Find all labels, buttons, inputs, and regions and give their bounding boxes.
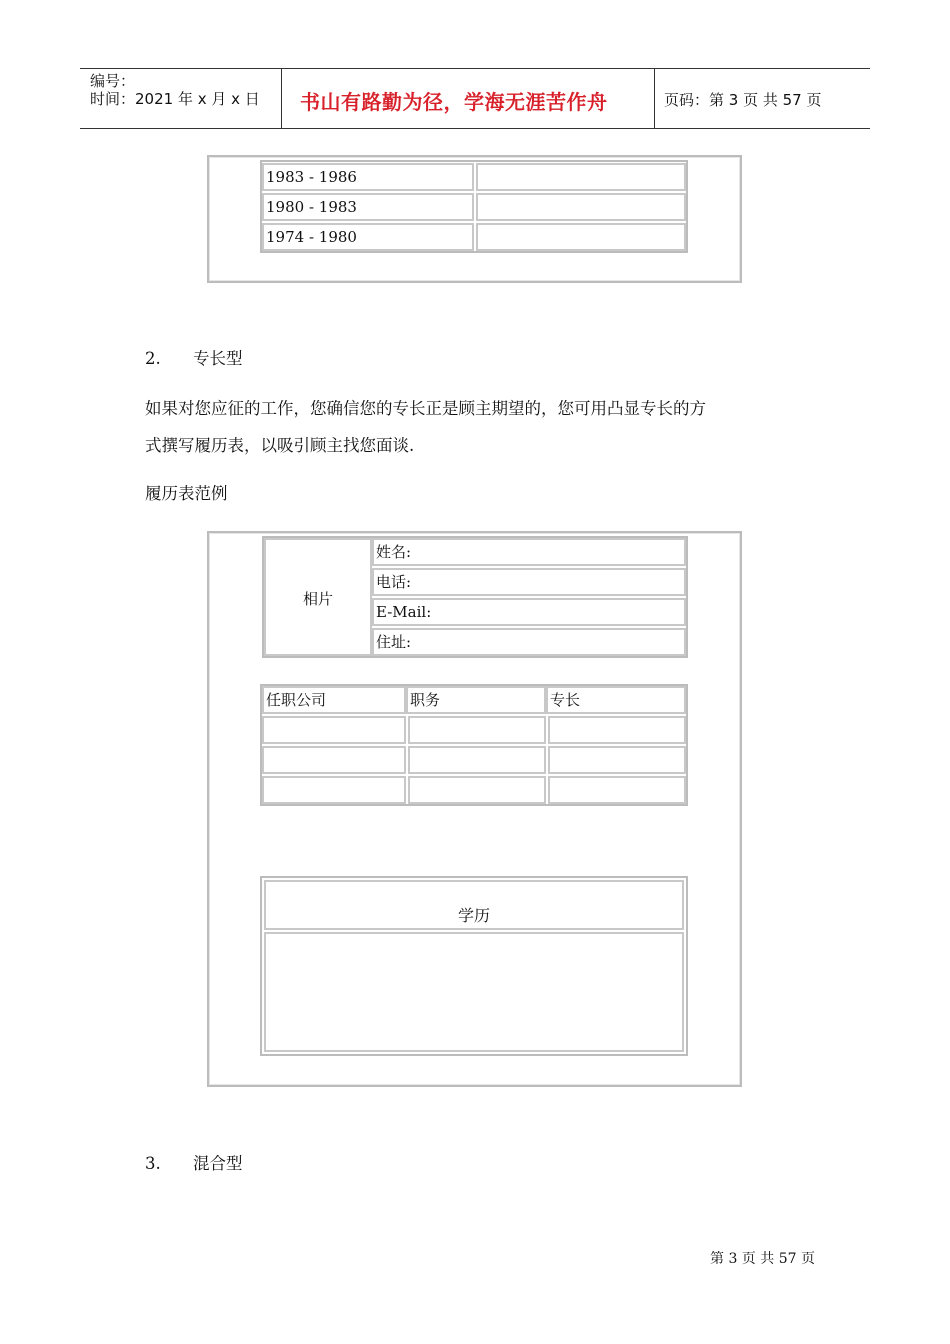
- address-field: 住址:: [372, 628, 686, 656]
- serial-number-label: 编号：: [90, 72, 136, 90]
- education-header: 学历: [264, 880, 684, 930]
- photo-label: 相片: [302, 590, 333, 608]
- section-3-number: 3.: [145, 1154, 161, 1173]
- name-field: 姓名:: [372, 538, 686, 566]
- table-cell-empty: [262, 776, 406, 804]
- table-cell-empty: [262, 746, 406, 774]
- table-row-years: 1980 - 1983: [262, 193, 474, 221]
- section-2-title: 专长型: [193, 349, 243, 368]
- date-label: 时间：2021 年 x 月 x 日: [90, 90, 260, 108]
- resume-example-label: 履历表范例: [145, 484, 228, 503]
- table-cell-empty: [262, 716, 406, 744]
- section-3-title: 混合型: [193, 1154, 243, 1173]
- footer-page-number: 第 3 页 共 57 页: [710, 1251, 815, 1267]
- page-number-label: 页码：第 3 页 共 57 页: [664, 91, 822, 109]
- education-content-area: [264, 932, 684, 1052]
- header-divider-2: [654, 68, 655, 129]
- header-divider-1: [281, 68, 282, 129]
- header-top-rule: [80, 68, 870, 69]
- table-row-years: 1974 - 1980: [262, 223, 474, 251]
- table-cell-empty: [548, 746, 686, 774]
- phone-field: 电话:: [372, 568, 686, 596]
- header-bottom-rule: [80, 128, 870, 129]
- table-cell-empty: [408, 776, 546, 804]
- table-cell-empty: [408, 716, 546, 744]
- section-2-paragraph-line-2: 式撰写履历表，以吸引顾主找您面谈.: [145, 436, 415, 455]
- table-cell-empty: [548, 776, 686, 804]
- column-header-company: 任职公司: [262, 686, 406, 714]
- table-cell-empty: [476, 163, 686, 191]
- column-header-specialty: 专长: [546, 686, 686, 714]
- motto-text: 书山有路勤为径，学海无涯苦作舟: [300, 90, 608, 114]
- section-2-paragraph-line-1: 如果对您应征的工作，您确信您的专长正是顾主期望的，您可用凸显专长的方: [145, 399, 706, 418]
- photo-placeholder: [264, 538, 372, 656]
- section-2-number: 2.: [145, 349, 161, 368]
- table-row-years: 1983 - 1986: [262, 163, 474, 191]
- email-field: E-Mail:: [372, 598, 686, 626]
- table-cell-empty: [548, 716, 686, 744]
- column-header-position: 职务: [406, 686, 546, 714]
- table-cell-empty: [476, 223, 686, 251]
- table-cell-empty: [476, 193, 686, 221]
- table-cell-empty: [408, 746, 546, 774]
